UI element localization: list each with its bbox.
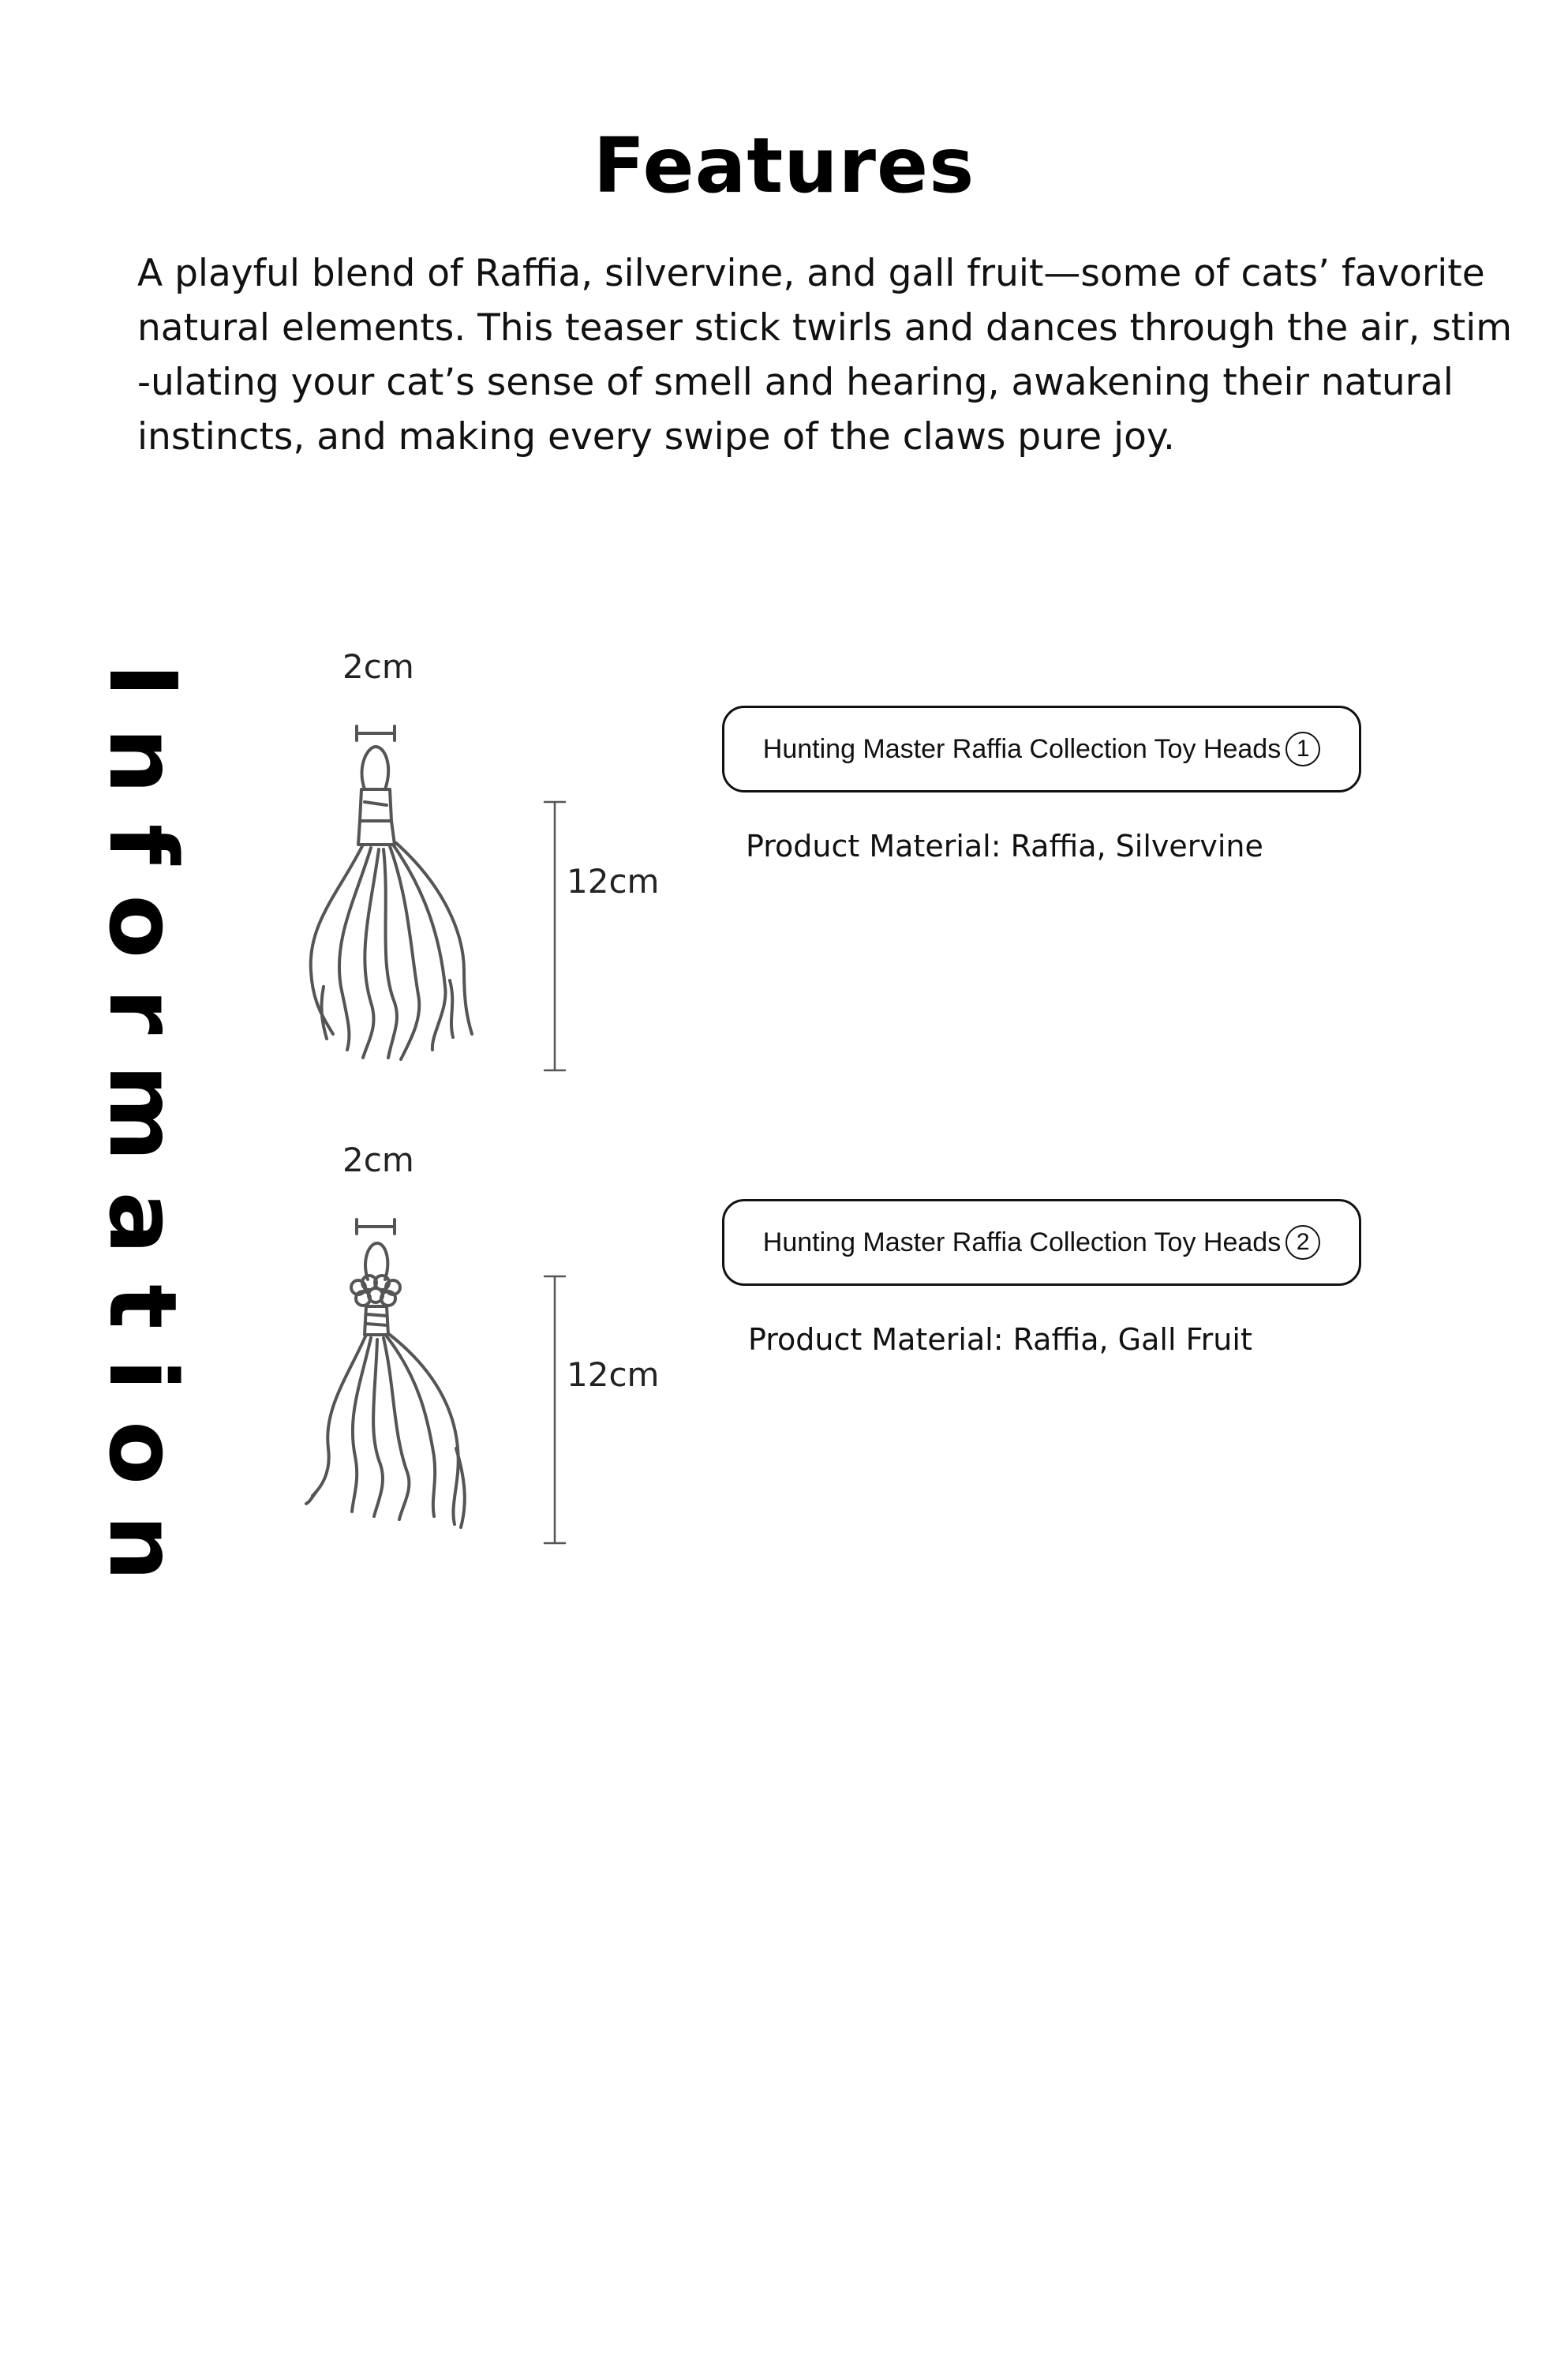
information-heading	[88, 663, 197, 1612]
information-heading-text: Information	[88, 663, 197, 1612]
product-name-badge	[722, 706, 1361, 792]
width-dimension-label: 2cm	[342, 1141, 414, 1179]
features-description-line: -ulating your cat’s sense of smell and hearing, awakening their natural	[137, 361, 1454, 404]
height-dimension-label: 12cm	[567, 862, 660, 901]
product-material: Product Material: Raffia, Silvervine	[746, 829, 1263, 864]
silvervine-toy-head-illustration	[292, 687, 608, 1081]
features-description-line: instincts, and making every swipe of the claws pure joy.	[137, 415, 1175, 459]
product-number-badge: 2	[1285, 1225, 1320, 1260]
product-name-badge	[722, 1199, 1361, 1286]
features-title: Features	[593, 122, 975, 210]
width-dimension-marker	[357, 726, 395, 740]
width-dimension-marker	[357, 1220, 395, 1234]
height-dimension-label: 12cm	[567, 1355, 660, 1394]
product-number-badge: 1	[1285, 732, 1320, 766]
gall-fruit-toy-head-illustration	[292, 1180, 608, 1575]
product-name: Hunting Master Raffia Collection Toy Heads	[762, 1227, 1282, 1257]
product-name: Hunting Master Raffia Collection Toy Heads	[762, 734, 1282, 764]
width-dimension-label: 2cm	[342, 647, 414, 686]
features-description-line: A playful blend of Raffia, silvervine, and gall fruit—some of cats’ favorite	[137, 252, 1485, 295]
height-dimension-marker	[544, 802, 565, 1070]
features-description	[137, 246, 1513, 464]
features-description-line: natural elements. This teaser stick twirls and dances through the air, stim	[137, 306, 1513, 350]
product-material: Product Material: Raffia, Gall Fruit	[748, 1322, 1252, 1357]
height-dimension-marker	[544, 1276, 565, 1543]
